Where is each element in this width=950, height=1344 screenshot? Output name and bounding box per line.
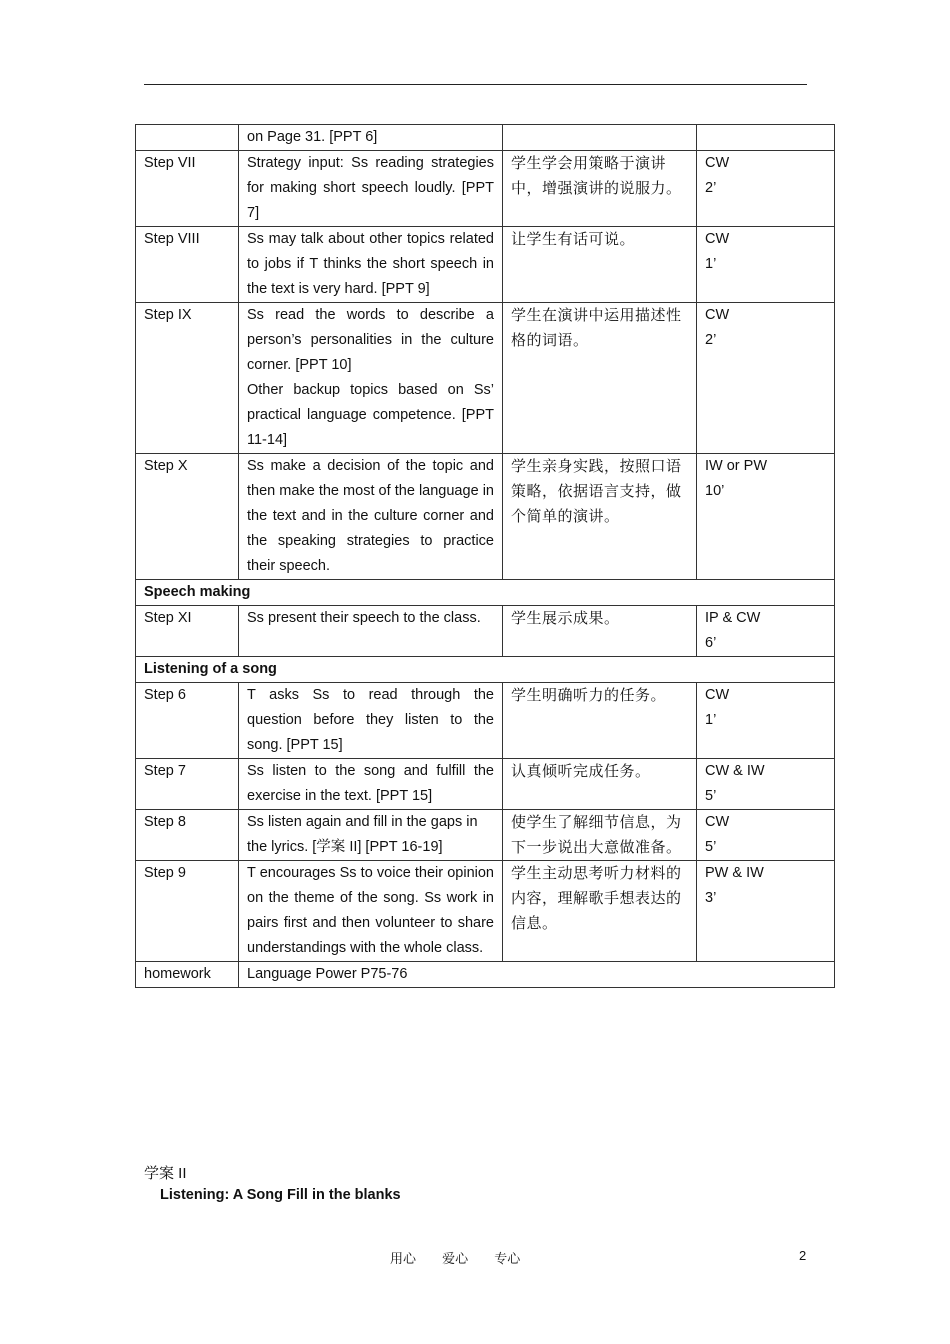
- mode-time: 5’: [705, 788, 717, 804]
- mode-type: CW: [705, 307, 730, 323]
- step-cell: homework: [136, 962, 239, 988]
- activity-text-backup: Other backup topics based on Ss’ practical language competence. [PPT 11-14]: [247, 382, 494, 448]
- purpose-cell: 学生在演讲中运用描述性格的词语。: [503, 303, 697, 454]
- mode-cell: [697, 861, 835, 962]
- activity-cell: Language Power P75-76: [239, 962, 835, 988]
- activity-cell: Ss present their speech to the class.: [239, 606, 503, 657]
- mode-type: CW: [705, 231, 730, 247]
- step-cell: [136, 125, 239, 151]
- purpose-cell: 学生亲身实践，按照口语策略，依据语言支持，做个简单的演讲。: [503, 454, 697, 580]
- mode-type: IW or PW: [705, 458, 768, 474]
- step-cell: Step X: [136, 454, 239, 580]
- step-cell: Step VIII: [136, 227, 239, 303]
- mode-time: 2’: [705, 180, 717, 196]
- purpose-cell: [503, 125, 697, 151]
- section-row: [136, 580, 835, 606]
- homework-row: [136, 962, 835, 988]
- activity-cell: T encourages Ss to voice their opinion on the theme of the song. Ss work in pairs first and then volunteer to share understandings with the whole class.: [239, 861, 503, 962]
- mode-time: 6’: [705, 635, 717, 651]
- table-row: [136, 125, 835, 151]
- mode-cell: [697, 303, 835, 454]
- mode-time: 3’: [705, 890, 717, 906]
- activity-text: Ss read the words to describe a person’s personalities in the culture corner. [PPT 10]: [247, 307, 494, 373]
- table-row: [136, 759, 835, 810]
- step-cell: Step 6: [136, 683, 239, 759]
- mode-time: 5’: [705, 839, 717, 855]
- activity-cell: Ss listen to the song and fulfill the exercise in the text. [PPT 15]: [239, 759, 503, 810]
- activity-cell: on Page 31. [PPT 6]: [239, 125, 503, 151]
- study-plan-label: 学案 II: [144, 1165, 187, 1182]
- section-heading: Listening of a song: [136, 657, 835, 683]
- mode-type: CW: [705, 155, 730, 171]
- mode-cell: [697, 125, 835, 151]
- purpose-cell: 让学生有话可说。: [503, 227, 697, 303]
- listening-title: Listening: A Song Fill in the blanks: [160, 1187, 401, 1203]
- mode-cell: [697, 810, 835, 861]
- mode-cell: [697, 227, 835, 303]
- mode-type: CW & IW: [705, 763, 765, 779]
- mode-cell: [697, 151, 835, 227]
- step-cell: Step VII: [136, 151, 239, 227]
- mode-type: CW: [705, 687, 730, 703]
- mode-cell: [697, 606, 835, 657]
- purpose-cell: 认真倾听完成任务。: [503, 759, 697, 810]
- table-row: [136, 606, 835, 657]
- step-cell: Step 8: [136, 810, 239, 861]
- mode-type: CW: [705, 814, 730, 830]
- step-cell: Step IX: [136, 303, 239, 454]
- purpose-cell: 使学生了解细节信息，为下一步说出大意做准备。: [503, 810, 697, 861]
- table-row: [136, 151, 835, 227]
- mode-time: 10’: [705, 483, 725, 499]
- activity-cell: [239, 303, 503, 454]
- mode-type: IP & CW: [705, 610, 761, 626]
- mode-cell: [697, 683, 835, 759]
- lesson-plan-table: [135, 124, 835, 988]
- table-row: [136, 303, 835, 454]
- header-rule: [144, 84, 807, 85]
- mode-cell: [697, 454, 835, 580]
- activity-cell: T asks Ss to read through the question before they listen to the song. [PPT 15]: [239, 683, 503, 759]
- table-row: [136, 454, 835, 580]
- mode-time: 1’: [705, 256, 717, 272]
- step-cell: Step 7: [136, 759, 239, 810]
- activity-cell: Ss make a decision of the topic and then make the most of the language in the text and in the culture corner and the speaking strategies to practice their speech.: [239, 454, 503, 580]
- activity-cell: Ss may talk about other topics related to jobs if T thinks the short speech in the text is very hard. [PPT 9]: [239, 227, 503, 303]
- purpose-cell: 学生主动思考听力材料的内容，理解歌手想表达的信息。: [503, 861, 697, 962]
- table-row: [136, 683, 835, 759]
- mode-time: 2’: [705, 332, 717, 348]
- purpose-cell: 学生明确听力的任务。: [503, 683, 697, 759]
- table-row: [136, 810, 835, 861]
- step-cell: Step 9: [136, 861, 239, 962]
- page-footer: 用心 爱心 专心: [390, 1252, 521, 1267]
- page-number: 2: [799, 1248, 807, 1263]
- section-heading: Speech making: [136, 580, 835, 606]
- activity-cell: Strategy input: Ss reading strategies for making short speech loudly. [PPT 7]: [239, 151, 503, 227]
- purpose-cell: 学生展示成果。: [503, 606, 697, 657]
- mode-type: PW & IW: [705, 865, 764, 881]
- purpose-cell: 学生学会用策略于演讲中，增强演讲的说服力。: [503, 151, 697, 227]
- section-row: [136, 657, 835, 683]
- activity-cell: Ss listen again and fill in the gaps in the lyrics. [学案 II] [PPT 16-19]: [239, 810, 503, 861]
- mode-time: 1’: [705, 712, 717, 728]
- step-cell: Step XI: [136, 606, 239, 657]
- table-row: [136, 861, 835, 962]
- mode-cell: [697, 759, 835, 810]
- table-row: [136, 227, 835, 303]
